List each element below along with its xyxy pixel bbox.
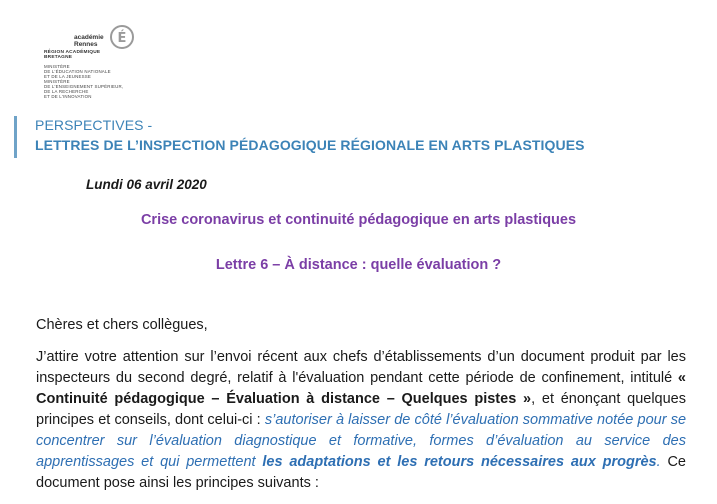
paragraph-text: , et énonçant quelques principes et conseils, dont celui-ci :: [36, 391, 687, 428]
document-title: Crise coronavirus et continuité pédagogique en arts plastiques: [140, 212, 577, 228]
academy-wordmark: académie Rennes: [74, 34, 104, 48]
document-reference: « Continuité pédagogique – Évaluation à distance – Quelques pistes »: [36, 370, 686, 407]
quoted-principle: s’autoriser à laisser de côté l’évaluation sommative notée pour se concentrer sur l’évaluation diagnostique et formative, formes d’évaluation au service des apprentissages et qui permettent: [36, 412, 687, 470]
ministries-label: MINISTÈRE DE L'ÉDUCATION NATIONALE ET DE LA JEUNESSE MINISTÈRE DE L'ENSEIGNEMENT SUPÉRIEUR, DE LA RECHERCHE ET DE L'INNOVATION: [44, 64, 124, 99]
header-series: PERSPECTIVES -: [35, 117, 153, 133]
academy-logo: [74, 24, 138, 52]
quoted-principle-end: .: [656, 454, 661, 470]
quoted-principle-emphasis: les adaptations et les retours nécessaires aux progrès: [262, 454, 657, 470]
header-accent-bar: [14, 116, 17, 158]
academy-e-icon: [110, 24, 134, 50]
body-paragraph: [36, 347, 686, 494]
svg-text:É: É: [117, 31, 127, 46]
greeting: Chères et chers collègues,: [36, 317, 208, 333]
letterhead-logo: [44, 24, 144, 110]
letter-title: Lettre 6 – À distance : quelle évaluation ?: [215, 257, 502, 273]
paragraph-text: J’attire votre attention sur l’envoi récent aux chefs d’établissements d’un document produit par les inspecteurs du second degré, relatif à l'évaluation pendant cette période de confinement, intitulé: [36, 349, 686, 386]
paragraph-text: Ce document pose ainsi les principes suivants :: [36, 454, 686, 491]
letter-date: Lundi 06 avril 2020: [86, 177, 207, 192]
header-title: LETTRES DE L’INSPECTION PÉDAGOGIQUE RÉGIONALE EN ARTS PLASTIQUES: [35, 137, 585, 153]
region-label: RÉGION ACADÉMIQUE BRETAGNE: [44, 50, 101, 61]
